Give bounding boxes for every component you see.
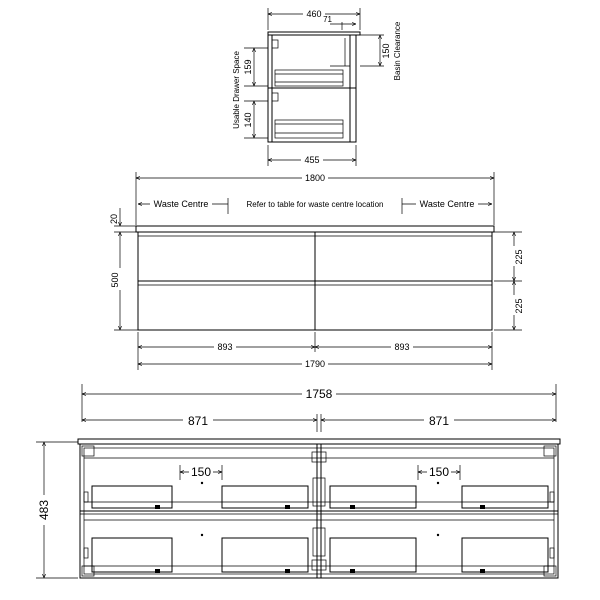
plan-view	[36, 384, 560, 578]
lower-drawer-height-label: 225	[514, 298, 524, 314]
front-height-label: 500	[110, 272, 120, 288]
front-overall-width-label: 1800	[304, 173, 326, 183]
plan-right-width-label: 871	[428, 414, 450, 428]
waste-centre-note: Refer to table for waste centre location	[246, 200, 384, 209]
carcass-width-label: 1790	[304, 359, 326, 369]
upper-drawer-space-value: 159	[243, 59, 253, 75]
side-view	[232, 8, 402, 166]
side-view-body	[268, 32, 360, 142]
basin-clearance-label: Basin Clearance	[393, 21, 402, 81]
plan-left-width-label: 871	[187, 414, 209, 428]
right-drawer-width-label: 893	[394, 342, 410, 352]
right-cutout-label: 150	[428, 465, 450, 479]
plan-view-body	[78, 439, 560, 578]
plan-height-label: 483	[37, 499, 51, 521]
usable-drawer-space-label: Usable Drawer Space	[232, 51, 241, 129]
lower-drawer-space-value: 140	[243, 112, 253, 128]
waste-centre-right-label: Waste Centre	[419, 199, 475, 209]
front-view-body	[136, 226, 494, 330]
left-drawer-width-label: 893	[217, 342, 233, 352]
left-cutout-label: 150	[190, 465, 212, 479]
plan-overall-width-label: 1758	[305, 387, 333, 401]
upper-drawer-height-label: 225	[514, 249, 524, 265]
front-view	[109, 172, 525, 370]
basin-clearance-value: 150	[381, 43, 391, 59]
top-offset-label: 71	[323, 15, 332, 24]
depth-top-label: 460	[306, 9, 322, 19]
top-thickness-label: 20	[109, 213, 119, 225]
depth-bottom-label: 455	[304, 155, 320, 165]
waste-centre-left-label: Waste Centre	[153, 199, 209, 209]
